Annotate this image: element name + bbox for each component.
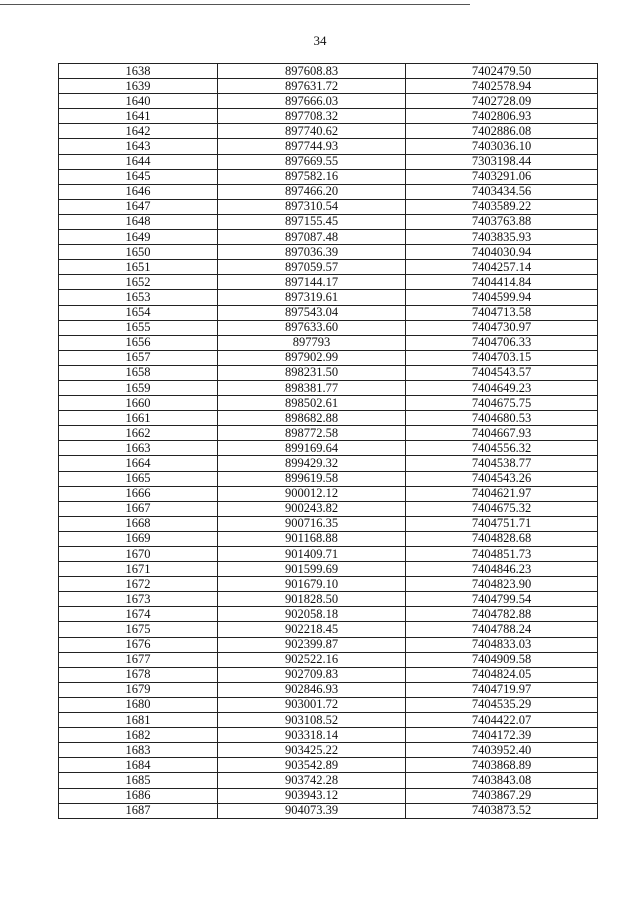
x-coordinate-cell: 897708.32: [218, 109, 406, 124]
point-number-cell: 1639: [59, 79, 218, 94]
point-number-cell: 1661: [59, 411, 218, 426]
coordinates-table: [58, 63, 598, 819]
y-coordinate-cell: 7403835.93: [406, 230, 598, 245]
point-number-cell: 1645: [59, 169, 218, 184]
point-number-cell: 1671: [59, 562, 218, 577]
x-coordinate-cell: 898502.61: [218, 396, 406, 411]
x-coordinate-cell: 898682.88: [218, 411, 406, 426]
y-coordinate-cell: 7402886.08: [406, 124, 598, 139]
y-coordinate-cell: 7404621.97: [406, 486, 598, 501]
table-row: [59, 79, 598, 94]
y-coordinate-cell: 7404703.15: [406, 350, 598, 365]
x-coordinate-cell: 898772.58: [218, 426, 406, 441]
x-coordinate-cell: 897466.20: [218, 184, 406, 199]
x-coordinate-cell: 897319.61: [218, 290, 406, 305]
point-number-cell: 1683: [59, 743, 218, 758]
table-row: [59, 290, 598, 305]
x-coordinate-cell: 897582.16: [218, 169, 406, 184]
x-coordinate-cell: 900012.12: [218, 486, 406, 501]
y-coordinate-cell: 7404719.97: [406, 682, 598, 697]
x-coordinate-cell: 901828.50: [218, 592, 406, 607]
x-coordinate-cell: 897744.93: [218, 139, 406, 154]
x-coordinate-cell: 897793: [218, 335, 406, 350]
table-row: [59, 124, 598, 139]
y-coordinate-cell: 7404422.07: [406, 713, 598, 728]
table-row: [59, 728, 598, 743]
table-row: [59, 471, 598, 486]
x-coordinate-cell: 897310.54: [218, 199, 406, 214]
table-row: [59, 577, 598, 592]
table-row: [59, 486, 598, 501]
table-row: [59, 713, 598, 728]
x-coordinate-cell: 902709.83: [218, 667, 406, 682]
x-coordinate-cell: 901679.10: [218, 577, 406, 592]
x-coordinate-cell: 903318.14: [218, 728, 406, 743]
y-coordinate-cell: 7402728.09: [406, 94, 598, 109]
point-number-cell: 1641: [59, 109, 218, 124]
y-coordinate-cell: 7403873.52: [406, 803, 598, 818]
point-number-cell: 1640: [59, 94, 218, 109]
point-number-cell: 1651: [59, 260, 218, 275]
point-number-cell: 1644: [59, 154, 218, 169]
y-coordinate-cell: 7404543.26: [406, 471, 598, 486]
x-coordinate-cell: 902846.93: [218, 682, 406, 697]
table-row: [59, 214, 598, 229]
y-coordinate-cell: 7404851.73: [406, 547, 598, 562]
point-number-cell: 1650: [59, 245, 218, 260]
x-coordinate-cell: 897633.60: [218, 320, 406, 335]
table-row: [59, 230, 598, 245]
x-coordinate-cell: 897144.17: [218, 275, 406, 290]
point-number-cell: 1676: [59, 637, 218, 652]
table-row: [59, 199, 598, 214]
y-coordinate-cell: 7404833.03: [406, 637, 598, 652]
y-coordinate-cell: 7403434.56: [406, 184, 598, 199]
point-number-cell: 1654: [59, 305, 218, 320]
y-coordinate-cell: 7403291.06: [406, 169, 598, 184]
table-row: [59, 275, 598, 290]
table-row: [59, 260, 598, 275]
y-coordinate-cell: 7303198.44: [406, 154, 598, 169]
x-coordinate-cell: 902218.45: [218, 622, 406, 637]
coordinates-table-body: [59, 64, 598, 819]
table-row: [59, 426, 598, 441]
table-row: [59, 531, 598, 546]
point-number-cell: 1667: [59, 501, 218, 516]
y-coordinate-cell: 7403952.40: [406, 743, 598, 758]
y-coordinate-cell: 7404782.88: [406, 607, 598, 622]
point-number-cell: 1638: [59, 64, 218, 79]
point-number-cell: 1681: [59, 713, 218, 728]
y-coordinate-cell: 7404788.24: [406, 622, 598, 637]
table-row: [59, 335, 598, 350]
y-coordinate-cell: 7404543.57: [406, 365, 598, 380]
y-coordinate-cell: 7403036.10: [406, 139, 598, 154]
y-coordinate-cell: 7404713.58: [406, 305, 598, 320]
table-row: [59, 245, 598, 260]
x-coordinate-cell: 897087.48: [218, 230, 406, 245]
point-number-cell: 1670: [59, 547, 218, 562]
x-coordinate-cell: 901168.88: [218, 531, 406, 546]
y-coordinate-cell: 7403763.88: [406, 214, 598, 229]
point-number-cell: 1647: [59, 199, 218, 214]
point-number-cell: 1662: [59, 426, 218, 441]
top-rule: [0, 4, 470, 5]
point-number-cell: 1673: [59, 592, 218, 607]
point-number-cell: 1648: [59, 214, 218, 229]
y-coordinate-cell: 7404730.97: [406, 320, 598, 335]
y-coordinate-cell: 7402578.94: [406, 79, 598, 94]
x-coordinate-cell: 903108.52: [218, 713, 406, 728]
point-number-cell: 1679: [59, 682, 218, 697]
x-coordinate-cell: 897902.99: [218, 350, 406, 365]
x-coordinate-cell: 897059.57: [218, 260, 406, 275]
page-number: 34: [313, 33, 327, 48]
y-coordinate-cell: 7402806.93: [406, 109, 598, 124]
table-row: [59, 652, 598, 667]
x-coordinate-cell: 897631.72: [218, 79, 406, 94]
point-number-cell: 1672: [59, 577, 218, 592]
x-coordinate-cell: 903001.72: [218, 697, 406, 712]
table-row: [59, 803, 598, 818]
point-number-cell: 1666: [59, 486, 218, 501]
table-row: [59, 64, 598, 79]
table-row: [59, 592, 598, 607]
y-coordinate-cell: 7404823.90: [406, 577, 598, 592]
table-row: [59, 411, 598, 426]
point-number-cell: 1653: [59, 290, 218, 305]
x-coordinate-cell: 902399.87: [218, 637, 406, 652]
table-row: [59, 607, 598, 622]
table-row: [59, 350, 598, 365]
table-row: [59, 697, 598, 712]
point-number-cell: 1677: [59, 652, 218, 667]
point-number-cell: 1660: [59, 396, 218, 411]
table-row: [59, 456, 598, 471]
table-row: [59, 682, 598, 697]
y-coordinate-cell: 7403843.08: [406, 773, 598, 788]
table-row: [59, 773, 598, 788]
y-coordinate-cell: 7404556.32: [406, 441, 598, 456]
y-coordinate-cell: 7404535.29: [406, 697, 598, 712]
table-row: [59, 667, 598, 682]
point-number-cell: 1669: [59, 531, 218, 546]
point-number-cell: 1646: [59, 184, 218, 199]
table-row: [59, 365, 598, 380]
table-row: [59, 94, 598, 109]
table-row: [59, 547, 598, 562]
point-number-cell: 1655: [59, 320, 218, 335]
y-coordinate-cell: 7404538.77: [406, 456, 598, 471]
x-coordinate-cell: 901599.69: [218, 562, 406, 577]
table-row: [59, 380, 598, 395]
table-row: [59, 516, 598, 531]
x-coordinate-cell: 900243.82: [218, 501, 406, 516]
y-coordinate-cell: 7404675.32: [406, 501, 598, 516]
point-number-cell: 1642: [59, 124, 218, 139]
x-coordinate-cell: 899619.58: [218, 471, 406, 486]
point-number-cell: 1680: [59, 697, 218, 712]
table-row: [59, 184, 598, 199]
point-number-cell: 1664: [59, 456, 218, 471]
table-row: [59, 743, 598, 758]
point-number-cell: 1652: [59, 275, 218, 290]
x-coordinate-cell: 903542.89: [218, 758, 406, 773]
point-number-cell: 1643: [59, 139, 218, 154]
y-coordinate-cell: 7404030.94: [406, 245, 598, 260]
x-coordinate-cell: 902058.18: [218, 607, 406, 622]
x-coordinate-cell: 897666.03: [218, 94, 406, 109]
y-coordinate-cell: 7404599.94: [406, 290, 598, 305]
x-coordinate-cell: 901409.71: [218, 547, 406, 562]
x-coordinate-cell: 899429.32: [218, 456, 406, 471]
x-coordinate-cell: 900716.35: [218, 516, 406, 531]
point-number-cell: 1649: [59, 230, 218, 245]
x-coordinate-cell: 897155.45: [218, 214, 406, 229]
point-number-cell: 1659: [59, 380, 218, 395]
x-coordinate-cell: 897543.04: [218, 305, 406, 320]
x-coordinate-cell: 897608.83: [218, 64, 406, 79]
y-coordinate-cell: 7404414.84: [406, 275, 598, 290]
y-coordinate-cell: 7404649.23: [406, 380, 598, 395]
point-number-cell: 1665: [59, 471, 218, 486]
point-number-cell: 1657: [59, 350, 218, 365]
y-coordinate-cell: 7402479.50: [406, 64, 598, 79]
x-coordinate-cell: 897036.39: [218, 245, 406, 260]
x-coordinate-cell: 902522.16: [218, 652, 406, 667]
x-coordinate-cell: 898381.77: [218, 380, 406, 395]
y-coordinate-cell: 7403867.29: [406, 788, 598, 803]
y-coordinate-cell: 7404680.53: [406, 411, 598, 426]
table-row: [59, 501, 598, 516]
y-coordinate-cell: 7404172.39: [406, 728, 598, 743]
table-row: [59, 109, 598, 124]
point-number-cell: 1678: [59, 667, 218, 682]
table-row: [59, 622, 598, 637]
y-coordinate-cell: 7403589.22: [406, 199, 598, 214]
y-coordinate-cell: 7404257.14: [406, 260, 598, 275]
table-row: [59, 562, 598, 577]
table-row: [59, 441, 598, 456]
table-row: [59, 320, 598, 335]
table-row: [59, 154, 598, 169]
table-row: [59, 758, 598, 773]
table-row: [59, 637, 598, 652]
table-row: [59, 305, 598, 320]
point-number-cell: 1685: [59, 773, 218, 788]
point-number-cell: 1674: [59, 607, 218, 622]
x-coordinate-cell: 897669.55: [218, 154, 406, 169]
x-coordinate-cell: 897740.62: [218, 124, 406, 139]
table-row: [59, 396, 598, 411]
x-coordinate-cell: 899169.64: [218, 441, 406, 456]
point-number-cell: 1687: [59, 803, 218, 818]
y-coordinate-cell: 7404675.75: [406, 396, 598, 411]
table-row: [59, 788, 598, 803]
x-coordinate-cell: 898231.50: [218, 365, 406, 380]
x-coordinate-cell: 903425.22: [218, 743, 406, 758]
y-coordinate-cell: 7404751.71: [406, 516, 598, 531]
point-number-cell: 1668: [59, 516, 218, 531]
y-coordinate-cell: 7404706.33: [406, 335, 598, 350]
y-coordinate-cell: 7404824.05: [406, 667, 598, 682]
y-coordinate-cell: 7404909.58: [406, 652, 598, 667]
y-coordinate-cell: 7403868.89: [406, 758, 598, 773]
table-row: [59, 169, 598, 184]
x-coordinate-cell: 903943.12: [218, 788, 406, 803]
point-number-cell: 1686: [59, 788, 218, 803]
point-number-cell: 1675: [59, 622, 218, 637]
y-coordinate-cell: 7404667.93: [406, 426, 598, 441]
point-number-cell: 1663: [59, 441, 218, 456]
table-row: [59, 139, 598, 154]
y-coordinate-cell: 7404846.23: [406, 562, 598, 577]
x-coordinate-cell: 904073.39: [218, 803, 406, 818]
point-number-cell: 1658: [59, 365, 218, 380]
y-coordinate-cell: 7404828.68: [406, 531, 598, 546]
point-number-cell: 1682: [59, 728, 218, 743]
point-number-cell: 1684: [59, 758, 218, 773]
point-number-cell: 1656: [59, 335, 218, 350]
y-coordinate-cell: 7404799.54: [406, 592, 598, 607]
x-coordinate-cell: 903742.28: [218, 773, 406, 788]
